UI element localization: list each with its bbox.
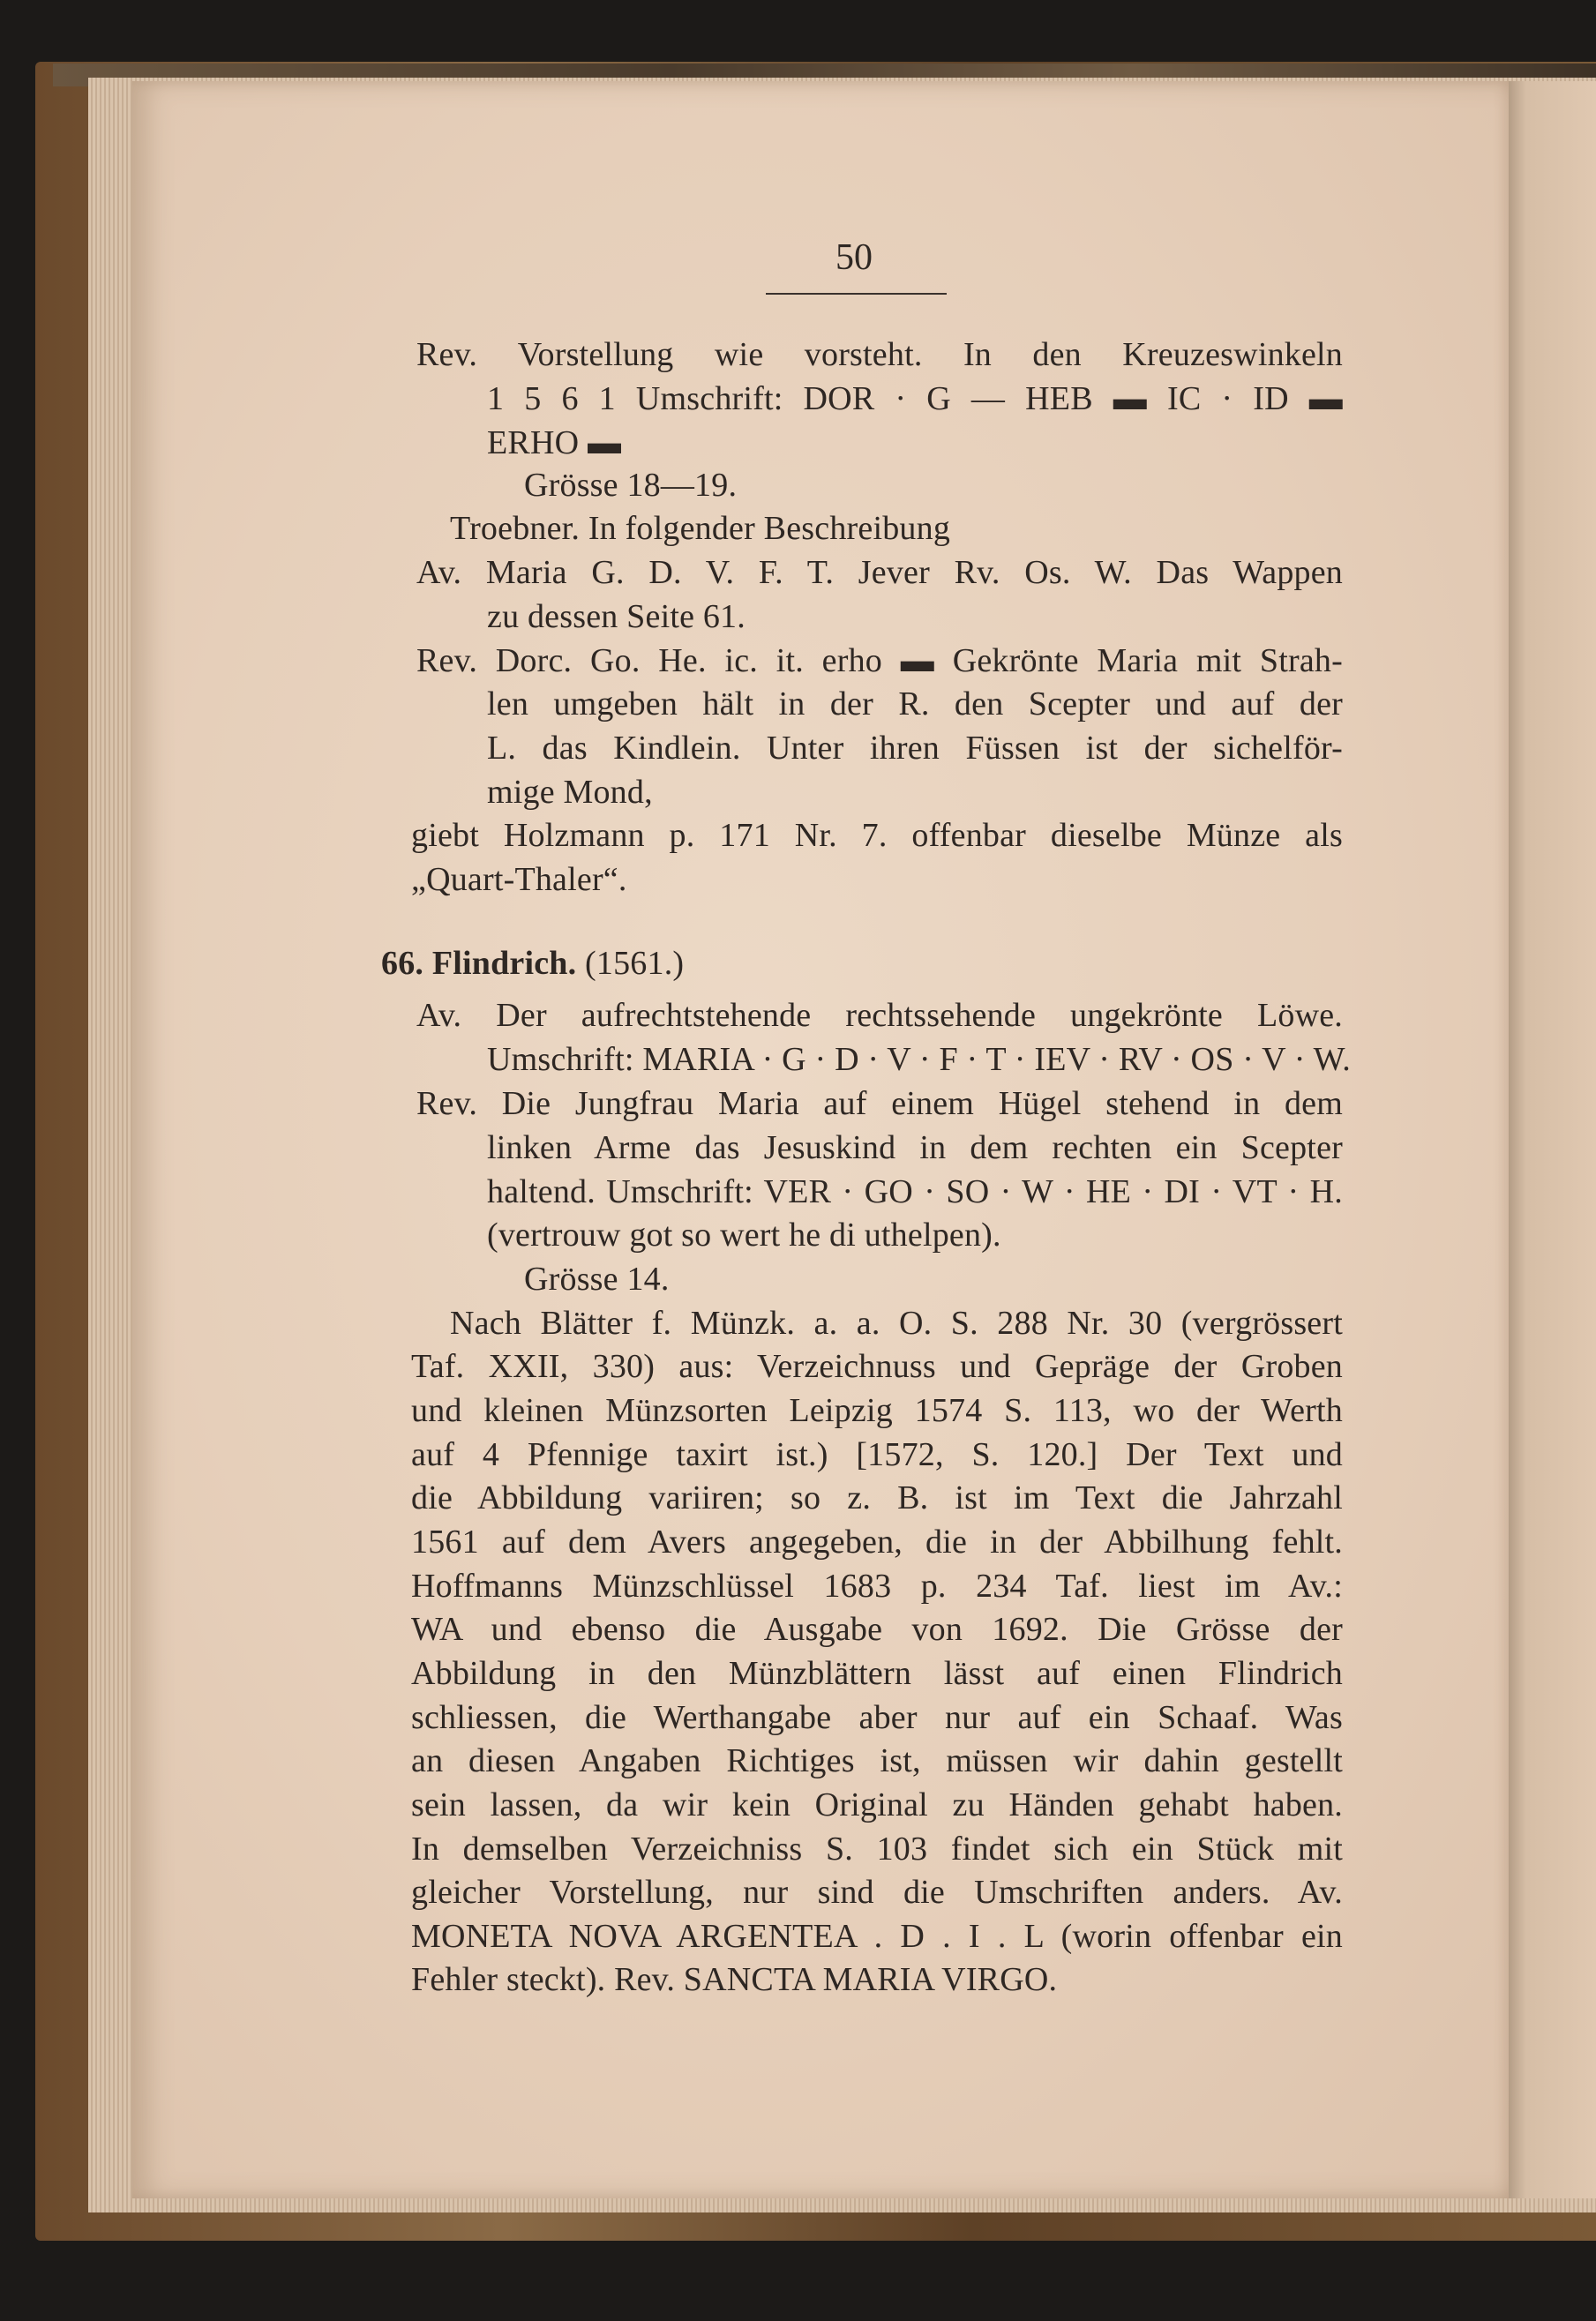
text-line: und kleinen Münzsorten Leipzig 1574 S. 113, wo der Werth xyxy=(411,1392,1343,1429)
text-line: Taf. XXII, 330) aus: Verzeichnuss und Gepräge der Groben xyxy=(411,1348,1343,1385)
text-line: „Quart-Thaler“. xyxy=(411,861,627,898)
text-line: Fehler steckt). Rev. SANCTA MARIA VIRGO. xyxy=(411,1961,1058,1998)
text-line: len umgeben hält in der R. den Scepter und auf der xyxy=(487,685,1343,723)
text-line: ERHO ▬ xyxy=(487,424,622,461)
text-line: Rev. Dorc. Go. He. ic. it. erho ▬ Gekrönte Maria mit Strah- xyxy=(416,642,1343,679)
text-line: Av. Maria G. D. V. F. T. Jever Rv. Os. W. Das Wappen xyxy=(416,554,1343,591)
text-line: die Abbildung variiren; so z. B. ist im Text die Jahrzahl xyxy=(411,1479,1343,1516)
text-line: L. das Kindlein. Unter ihren Füssen ist der sichelför- xyxy=(487,730,1343,767)
page-number-rule xyxy=(766,293,947,295)
text-line: Abbildung in den Münzblättern lässt auf einen Flindrich xyxy=(411,1655,1343,1692)
text-line: Troebner. In folgender Beschreibung xyxy=(450,510,951,547)
section-heading xyxy=(381,944,684,983)
text-line: (vertrouw got so wert he di uthelpen). xyxy=(487,1217,1001,1254)
text-line: 1 5 6 1 Umschrift: DOR · G — HEB ▬ IC · ID ▬ xyxy=(487,380,1343,417)
text-line: Grösse 18—19. xyxy=(524,467,738,504)
text-line: auf 4 Pfennige taxirt ist.) [1572, S. 120.] Der Text und xyxy=(411,1436,1343,1473)
text-line: MONETA NOVA ARGENTEA . D . I . L (worin offenbar ein xyxy=(411,1918,1343,1955)
section-title: Flindrich. xyxy=(431,945,577,982)
text-line: giebt Holzmann p. 171 Nr. 7. offenbar dieselbe Münze als xyxy=(411,817,1343,854)
text-line: Grösse 14. xyxy=(524,1261,670,1298)
text-line: sein lassen, da wir kein Original zu Händen gehabt haben. xyxy=(411,1786,1343,1823)
text-line: schliessen, die Werthangabe aber nur auf ein Schaaf. Was xyxy=(411,1699,1343,1736)
text-line: Rev. Vorstellung wie vorsteht. In den Kreuzeswinkeln xyxy=(416,336,1343,373)
text-line: linken Arme das Jesuskind in dem rechten ein Scepter xyxy=(487,1129,1343,1166)
text-line: WA und ebenso die Ausgabe von 1692. Die Grösse der xyxy=(411,1611,1343,1648)
text-line: gleicher Vorstellung, nur sind die Umschriften anders. Av. xyxy=(411,1874,1343,1911)
text-line: In demselben Verzeichniss S. 103 findet sich ein Stück mit xyxy=(411,1831,1343,1868)
text-line: zu dessen Seite 61. xyxy=(487,598,746,635)
text-line: Av. Der aufrechtstehende rechtssehende ungekrönte Löwe. xyxy=(416,997,1343,1034)
text-line: Hoffmanns Münzschlüssel 1683 p. 234 Taf. liest im Av.: xyxy=(411,1568,1343,1605)
section-year: (1561.) xyxy=(585,945,685,982)
text-line: Rev. Die Jungfrau Maria auf einem Hügel stehend in dem xyxy=(416,1085,1343,1122)
text-line: 1561 auf dem Avers angegeben, die in der Abbilhung fehlt. xyxy=(411,1524,1343,1561)
text-line: mige Mond, xyxy=(487,774,653,811)
text-line: Nach Blätter f. Münzk. a. a. O. S. 288 Nr. 30 (vergrössert xyxy=(450,1305,1343,1342)
text-line: Umschrift: MARIA · G · D · V · F · T · IEV · RV · OS · V · W. xyxy=(487,1041,1351,1078)
page-number: 50 xyxy=(835,237,873,278)
text-line: an diesen Angaben Richtiges ist, müssen wir dahin gestellt xyxy=(411,1742,1343,1779)
text-line: haltend. Umschrift: VER · GO · SO · W · HE · DI · VT · H. xyxy=(487,1173,1343,1210)
section-number: 66. xyxy=(381,945,424,982)
